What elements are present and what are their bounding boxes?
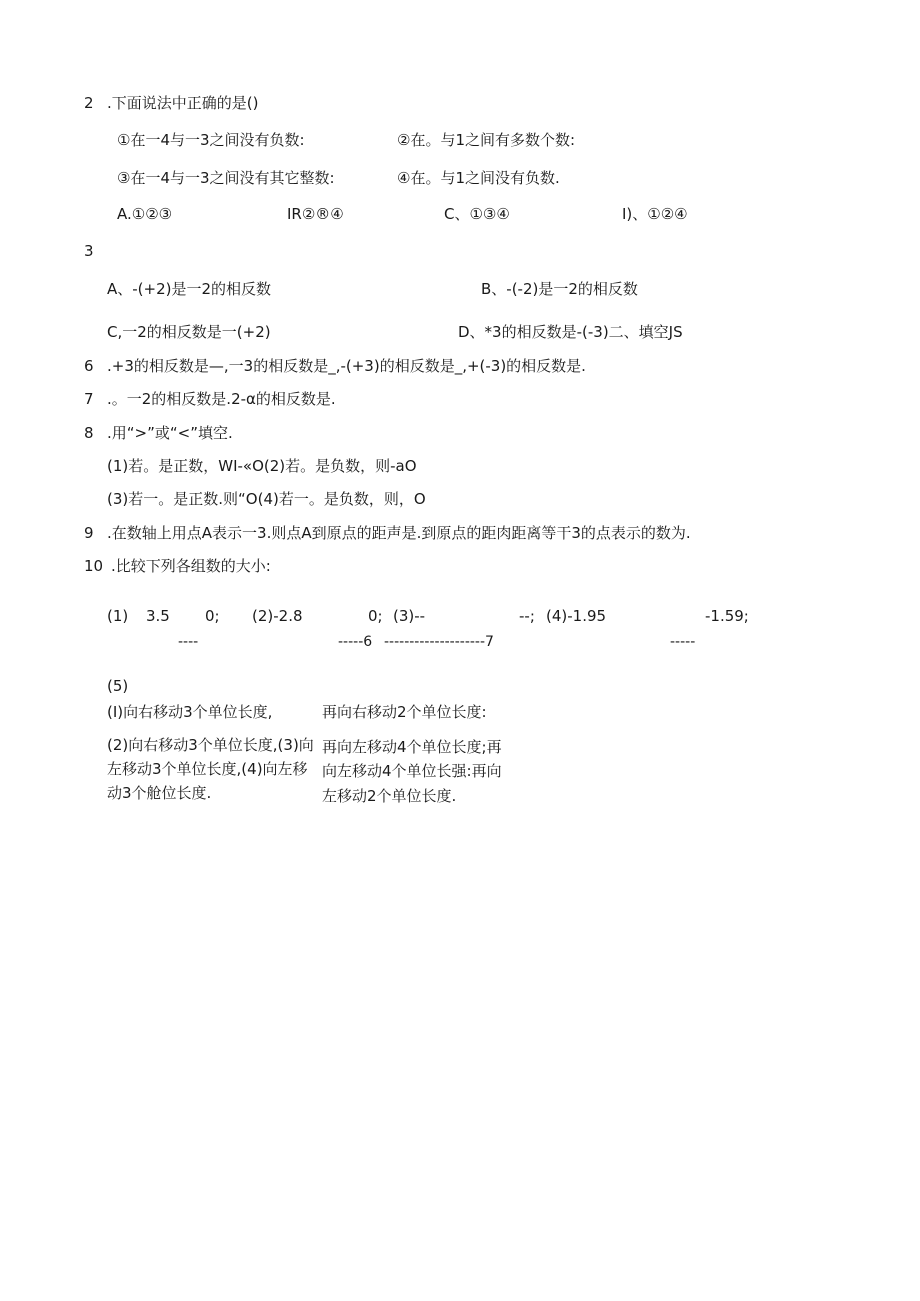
q10-dash-3: --------------------7	[384, 634, 494, 650]
q2-statement-3: ③在一4与一3之间没有其它整数:	[117, 169, 335, 187]
q3-option-c: C,一2的相反数是一(+2)	[107, 323, 271, 341]
q3-option-a: A、-(+2)是一2的相反数	[107, 280, 272, 298]
q2-stem: .下面说法中正确的是()	[107, 94, 259, 112]
q10-dash-2: -----6	[338, 634, 373, 650]
q10-number: 10	[84, 557, 104, 575]
q10-part-4: (4)-1.95	[546, 607, 607, 625]
q2-statement-1: ①在一4与一3之间没有负数:	[117, 131, 305, 149]
q10-left-line-4: 动3个舱位长度.	[107, 784, 212, 802]
q10-part-1: (1)	[107, 607, 129, 625]
q2-statement-4: ④在。与1之间没有负数.	[397, 169, 560, 187]
q2-number: 2	[84, 94, 94, 112]
q10-left-line-3: 左移动3个单位长度,(4)向左移	[107, 760, 308, 778]
q9-text: .在数轴上用点A表示一3.则点A到原点的距声是.到原点的距肉距离等干3的点表示的数为.	[107, 524, 691, 542]
q10-part-5: (5)	[107, 677, 129, 695]
q10-right-line-2: 再向左移动4个单位长度;再	[322, 738, 502, 756]
q3-option-b: B、-(-2)是一2的相反数	[481, 280, 638, 298]
q2-option-b: IR②®④	[287, 205, 344, 223]
q10-left-line-1: (I)向右移动3个单位长度,	[107, 703, 273, 721]
q10-value-3-5: 3.5	[146, 607, 170, 625]
q6-number: 6	[84, 357, 94, 375]
q7-text: .。一2的相反数是.2-α的相反数是.	[107, 390, 336, 408]
q8-number: 8	[84, 424, 94, 442]
q10-value-blank: --;	[519, 607, 535, 625]
q10-part-3: (3)--	[393, 607, 426, 625]
q7-number: 7	[84, 390, 94, 408]
q10-right-line-1: 再向右移动2个单位长度:	[322, 703, 487, 721]
q10-right-line-4: 左移动2个单位长度.	[322, 787, 457, 805]
q8-stem: .用“>”或“<”填空.	[107, 424, 233, 442]
q9-number: 9	[84, 524, 94, 542]
q2-option-d: I)、①②④	[622, 205, 688, 223]
q10-value-0-a: 0;	[205, 607, 220, 625]
q2-option-a: A.①②③	[117, 205, 173, 223]
q2-option-c: C、①③④	[444, 205, 510, 223]
q2-statement-2: ②在。与1之间有多数个数:	[397, 131, 576, 149]
q10-value-0-b: 0;	[368, 607, 383, 625]
q10-right-line-3: 向左移动4个单位长强:再向	[322, 762, 502, 780]
q10-stem: .比较下列各组数的大小:	[111, 557, 271, 575]
q10-part-2: (2)-2.8	[252, 607, 303, 625]
q3-option-d: D、*3的相反数是-(-3)二、填空JS	[458, 323, 683, 341]
q10-dash-1: ----	[178, 634, 199, 650]
q10-value-neg-1-59: -1.59;	[705, 607, 749, 625]
q3-number: 3	[84, 242, 94, 260]
q6-text: .+3的相反数是—,一3的相反数是_,-(+3)的相反数是_,+(-3)的相反数是.	[107, 357, 586, 375]
q10-dash-4: -----	[670, 634, 696, 650]
q8-line-1: (1)若。是正数，WI-«O(2)若。是负数，则-aO	[107, 457, 417, 475]
q8-line-2: (3)若一。是正数.则“O(4)若一。是负数，则，O	[107, 490, 426, 508]
q10-left-line-2: (2)向右移动3个单位长度,(3)向	[107, 736, 314, 754]
